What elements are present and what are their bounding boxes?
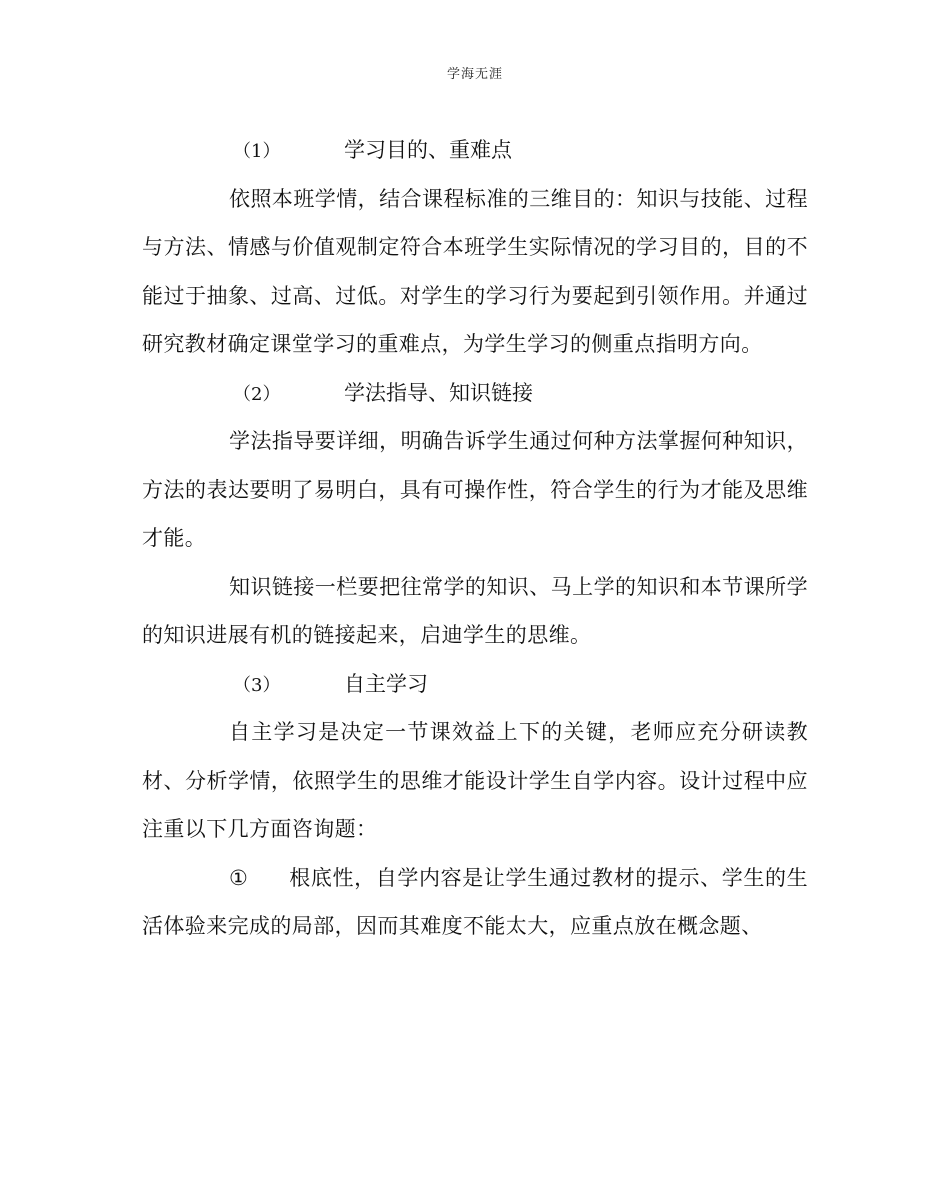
list-marker: ① — [229, 865, 249, 890]
section-heading-1 — [142, 126, 808, 175]
section-number: （3） — [233, 674, 281, 696]
list-item — [142, 854, 808, 951]
section-number: （1） — [233, 141, 281, 162]
section-title: 学习目的、重难点 — [344, 138, 512, 162]
paragraph: 学法指导要详细，明确告诉学生通过何种方法掌握何种知识，方法的表达要明了易明白，具有可操作性，符合学生的行为才能及思维才能。 — [142, 429, 808, 550]
paragraph: 知识链接一栏要把往常学的知识、马上学的知识和本节课所学的知识进展有机的链接起来，启迪学生的思维。 — [142, 574, 808, 647]
section-title: 自主学习 — [344, 671, 428, 696]
paragraph: 依照本班学情，结合课程标准的三维目的：知识与技能、过程与方法、情感与价值观制定符合本班学生实际情况的学习目的，目的不能过于抽象、过高、过低。对学生的学习行为要起到引领作用。并通过研究教材确定课堂学习的重难点，为学生学习的侧重点指明方向。 — [142, 186, 808, 356]
section-number: （2） — [233, 383, 281, 405]
section-heading-2 — [142, 369, 808, 418]
section-title: 学法指导、知识链接 — [344, 380, 533, 405]
paragraph: 自主学习是决定一节课效益上下的关键，老师应充分研读教材、分析学情，依照学生的思维才能设计学生自学内容。设计过程中应注重以下几方面咨询题： — [142, 720, 808, 841]
list-item-text: 根底性，自学内容是让学生通过教材的提示、学生的生活体验来完成的局部，因而其难度不能太大，应重点放在概念题、 — [142, 865, 808, 938]
section-heading-3 — [142, 660, 808, 709]
document-body — [142, 126, 808, 951]
page-header: 学海无涯 — [446, 67, 503, 82]
